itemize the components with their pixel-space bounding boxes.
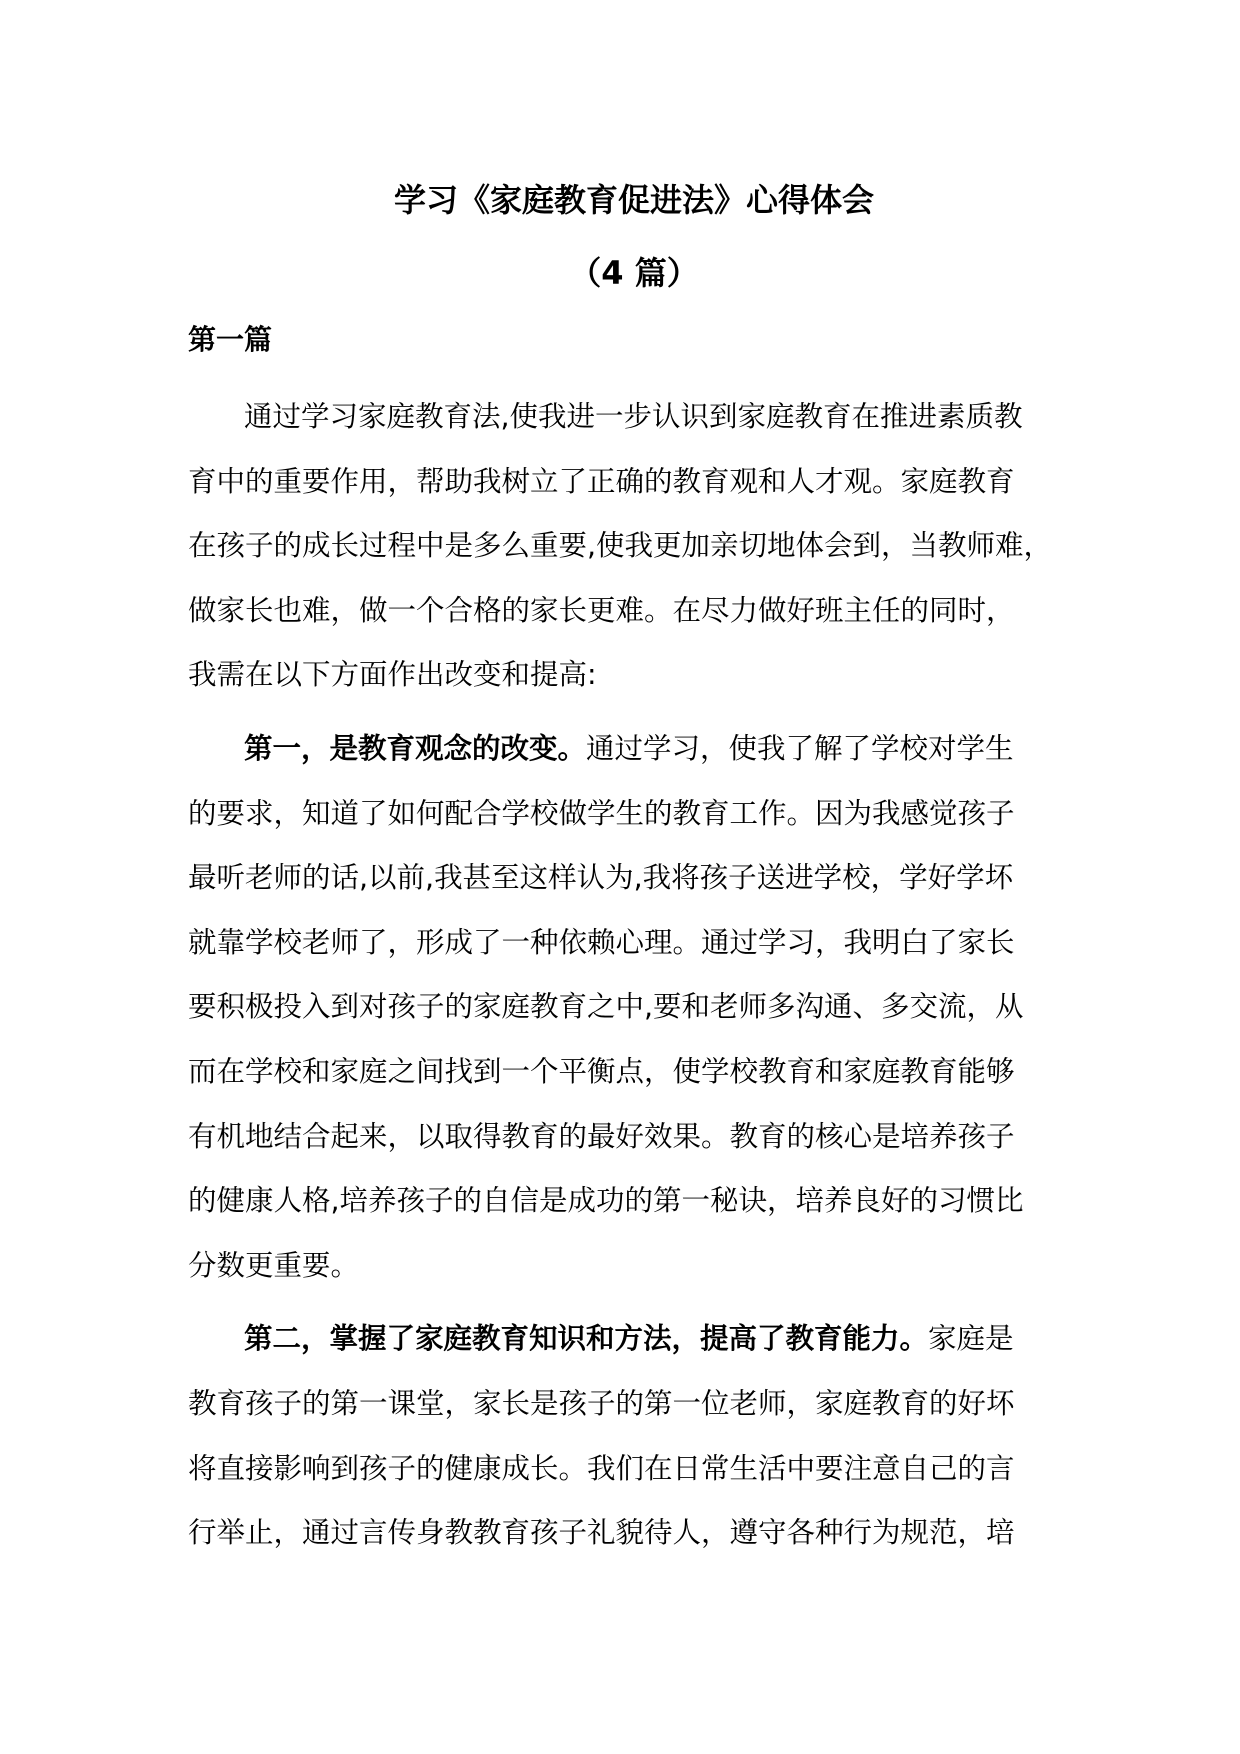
paragraph-1 <box>188 385 1080 708</box>
document-title: 学习《家庭教育促进法》心得体会 <box>393 181 874 219</box>
document-subtitle: （4 篇） <box>569 254 699 292</box>
paragraph-line-text: 家庭是 <box>928 1322 1014 1356</box>
paragraph-lead: 第一，是教育观念的改变。 <box>244 731 587 765</box>
paragraph-lead: 第二，掌握了家庭教育知识和方法，提高了教育能力。 <box>244 1322 929 1356</box>
paragraph-line: 育中的重要作用，帮助我树立了正确的教育观和人才观。家庭教育 <box>188 464 1015 498</box>
paragraph-line: 分数更重要。 <box>188 1248 360 1282</box>
paragraph-line: 最听老师的话,以前,我甚至这样认为,我将孩子送进学校，学好学坏 <box>188 861 1014 895</box>
section-heading: 第一篇 <box>188 323 273 356</box>
paragraph-line: 的健康人格,培养孩子的自信是成功的第一秘诀，培养良好的习惯比 <box>188 1184 1024 1218</box>
paragraph-line: 的要求，知道了如何配合学校做学生的教育工作。因为我感觉孩子 <box>188 796 1015 830</box>
paragraph-line: 教育孩子的第一课堂，家长是孩子的第一位老师，家庭教育的好坏 <box>188 1386 1015 1420</box>
paragraph-line: 我需在以下方面作出改变和提高: <box>188 658 597 692</box>
paragraph-line: 就靠学校老师了，形成了一种依赖心理。通过学习，我明白了家长 <box>188 925 1015 959</box>
paragraph-line-text: 通过学习，使我了解了学校对学生 <box>586 731 1014 765</box>
paragraph-line: 而在学校和家庭之间找到一个平衡点，使学校教育和家庭教育能够 <box>188 1054 1015 1088</box>
paragraph-3 <box>188 1307 1080 1565</box>
paragraph-line: 在孩子的成长过程中是多么重要,使我更加亲切地体会到，当教师难， <box>188 529 1053 563</box>
paragraph-line: 通过学习家庭教育法,使我进一步认识到家庭教育在推进素质教 <box>244 400 1023 433</box>
paragraph-line: 做家长也难，做一个合格的家长更难。在尽力做好班主任的同时， <box>188 593 1015 627</box>
paragraph-line <box>188 1307 1080 1372</box>
paragraph-line: 行举止，通过言传身教教育孩子礼貌待人，遵守各种行为规范，培 <box>188 1516 1015 1550</box>
paragraph-2 <box>188 717 1080 1298</box>
document-body <box>188 385 1080 1566</box>
paragraph-line: 有机地结合起来，以取得教育的最好效果。教育的核心是培养孩子 <box>188 1119 1015 1153</box>
document-page <box>188 0 1080 1754</box>
paragraph-line: 将直接影响到孩子的健康成长。我们在日常生活中要注意自己的言 <box>188 1451 1015 1485</box>
paragraph-line <box>188 717 1080 782</box>
paragraph-line: 要积极投入到对孩子的家庭教育之中,要和老师多沟通、多交流，从 <box>188 990 1024 1024</box>
